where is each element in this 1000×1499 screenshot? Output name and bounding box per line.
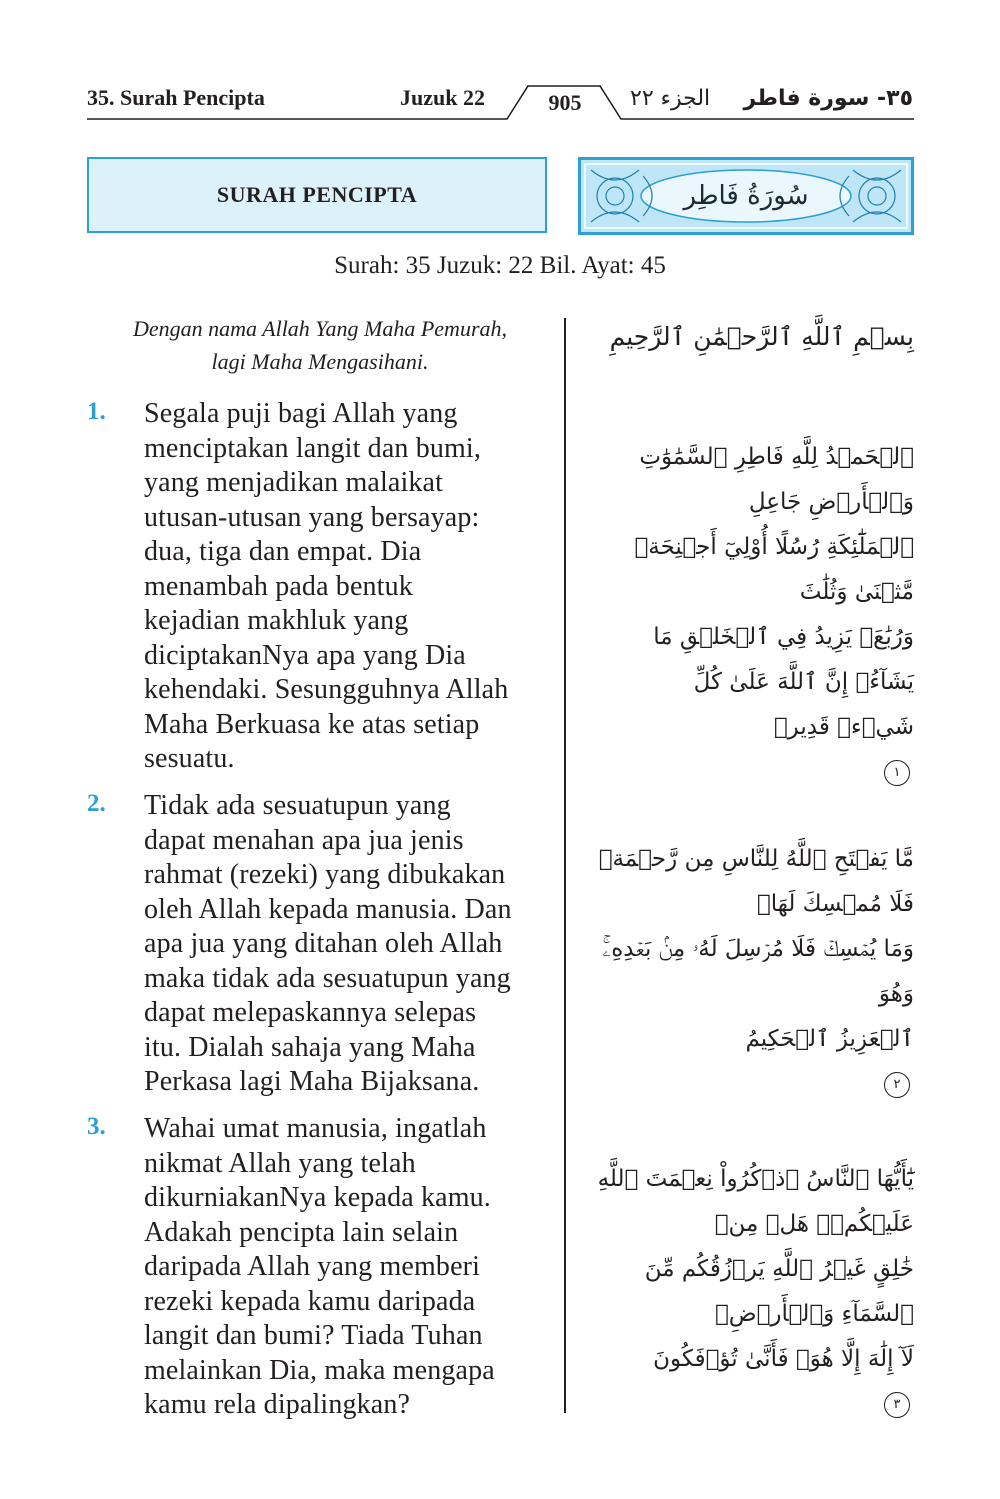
ayah-number-marker: ٣ (884, 1392, 910, 1418)
header-surah-name: 35. Surah Pencipta (87, 85, 265, 110)
verse-translation: Tidak ada sesuatupun yang dapat menahan apa jua jenis rahmat (rezeki) yang dibukakan oleh Allah kepada manusia. Dan apa jua yang ditahan oleh Allah maka tidak ada sesuatupun yang dapat melepaskannya selepas itu. Dialah sahaja yang Maha Perkasa lagi Maha Bijaksana. (144, 790, 512, 1097)
surah-title: SURAH PENCIPTA (216, 182, 418, 207)
surah-info: Surah: 35 Juzuk: 22 Bil. Ayat: 45 (334, 252, 666, 279)
ayah-number-marker: ٢ (884, 1072, 910, 1098)
verse-arabic-text: يَٰٓأَيُّهَا ٱلنَّاسُ ٱذۡكُرُواْ نِعۡمَتَ ٱللَّهِ عَلَيۡكُمۡۚ هَلۡ مِنۡ خَٰلِقٍ غَيۡرُ ٱللَّهِ يَرۡزُقُكُم مِّنَ ٱلسَّمَآءِ وَٱلۡأَرۡضِۚ لَآ إِلَٰهَ إِلَّا هُوَۖ فَأَنَّىٰ تُؤۡفَكُونَ (597, 1166, 914, 1372)
surah-title-arabic: سُورَةُ فَاطِر (683, 181, 809, 211)
verse-translation: Wahai umat manusia, ingatlah nikmat Allah yang telah dikurniakanNya kepada kamu. Adakah pencipta lain selain daripada Allah yang memberi rezeki kepada kamu daripada langit dan bumi? Tiada Tuhan melainkan Dia, maka mengapa kamu rela dipalingkan? (144, 1113, 495, 1420)
ayah-number-marker: ١ (884, 760, 910, 786)
verse-translation: Segala puji bagi Allah yang menciptakan langit dan bumi, yang menjadikan malaikat utusan-utusan yang bersayap: dua, tiga dan empat. Dia menambah pada bentuk kejadian makhluk yang diciptakanNya apa yang Dia kehendaki. Sesungguhnya Allah Maha Berkuasa ke atas setiap sesuatu. (144, 398, 509, 774)
header-juzuk-arabic: الجزء ٢٢ (630, 86, 711, 111)
basmala-arabic: بِسۡمِ ٱللَّهِ ٱلرَّحۡمَٰنِ ٱلرَّحِيمِ (609, 322, 914, 351)
verse-arabic (592, 792, 914, 1107)
verse-number: 1. (87, 398, 106, 425)
verse-arabic-text: مَّا يَفۡتَحِ ٱللَّهُ لِلنَّاسِ مِن رَّحۡمَةٖ فَلَا مُمۡسِكَ لَهَاۖ وَمَا يُمۡسِكۡ فَلَا مُرۡسِلَ لَهُۥ مِنۢ بَعۡدِهِۦۚ وَهُوَ ٱلۡعَزِيزُ ٱلۡحَكِيمُ (598, 846, 914, 1052)
surah-title-box (87, 157, 547, 233)
verse-number: 3. (87, 1113, 106, 1140)
header-juzuk: Juzuk 22 (400, 85, 485, 110)
verse-arabic (592, 1112, 914, 1427)
verse-arabic (592, 390, 914, 795)
column-divider (564, 318, 566, 1413)
header-surah-arabic: ٣٥- سورة فاطر (743, 86, 913, 111)
surah-title-ornament (578, 157, 914, 235)
verse-number: 2. (87, 790, 106, 817)
page-number: 905 (548, 90, 582, 115)
basmala-translation: Dengan nama Allah Yang Maha Pemurah, lagi Maha Mengasihani. (133, 316, 507, 374)
verse-arabic-text: ٱلۡحَمۡدُ لِلَّهِ فَاطِرِ ٱلسَّمَٰوَٰتِ وَٱلۡأَرۡضِ جَاعِلِ ٱلۡمَلَٰٓئِكَةِ رُسُلًا أُوْلِيٓ أَجۡنِحَةٖ مَّثۡنَىٰ وَثُلَٰثَ وَرُبَٰعَۚ يَزِيدُ فِي ٱلۡخَلۡقِ مَا يَشَآءُۚ إِنَّ ٱللَّهَ عَلَىٰ كُلِّ شَيۡءٖ قَدِيرٞ (634, 444, 914, 740)
